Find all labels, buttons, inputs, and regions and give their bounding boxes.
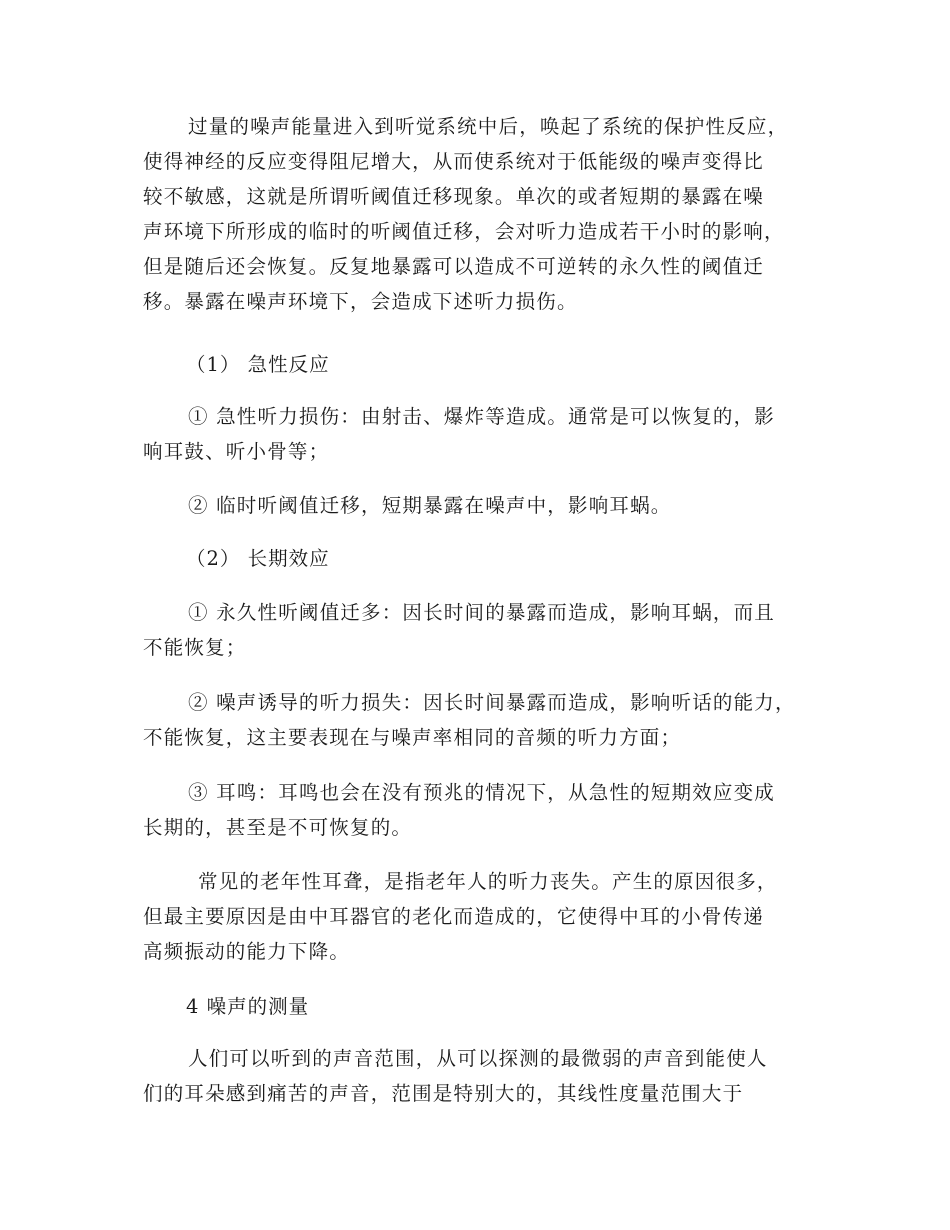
paragraph-line: 但是随后还会恢复。反复地暴露可以造成不可逆转的永久性的阈值迁 (143, 255, 765, 278)
paragraph-line: 较不敏感，这就是所谓听阈值迁移现象。单次的或者短期的暴露在噪 (143, 185, 765, 208)
paragraph-line: 但最主要原因是由中耳器官的老化而造成的，它使得中耳的小骨传递 (143, 905, 765, 928)
list-item-line: ① 急性听力损伤：由射击、爆炸等造成。通常是可以恢复的，影 (188, 405, 775, 428)
list-item-line: ② 噪声诱导的听力损失：因长时间暴露而造成，影响听话的能力， (188, 691, 796, 714)
list-item-line: 不能恢复； (143, 636, 247, 659)
section-heading-noise-measurement: 4 噪声的测量 (186, 995, 310, 1018)
list-item-line: ② 临时听阈值迁移，短期暴露在噪声中，影响耳蜗。 (188, 494, 672, 517)
list-item-line: 长期的，甚至是不可恢复的。 (143, 816, 413, 839)
list-item-line: 响耳鼓、听小骨等； (143, 440, 330, 463)
section-heading-acute: （1） 急性反应 (186, 353, 330, 376)
paragraph-line: 声环境下所形成的临时的听阈值迁移，会对听力造成若干小时的影响， (143, 220, 785, 243)
paragraph-line: 使得神经的反应变得阻尼增大，从而使系统对于低能级的噪声变得比 (143, 150, 765, 173)
paragraph-line: 们的耳朵感到痛苦的声音，范围是特别大的，其线性度量范围大于 (143, 1082, 744, 1105)
paragraph-line: 高频振动的能力下降。 (143, 940, 351, 963)
list-item-line: ① 永久性听阈值迁多：因长时间的暴露而造成，影响耳蜗，而且 (188, 601, 775, 624)
list-item-line: 不能恢复，这主要表现在与噪声率相同的音频的听力方面； (143, 726, 682, 749)
paragraph-line: 移。暴露在噪声环境下，会造成下述听力损伤。 (143, 290, 578, 313)
paragraph-line: 人们可以听到的声音范围，从可以探测的最微弱的声音到能使人 (188, 1047, 768, 1070)
list-item-line: ③ 耳鸣：耳鸣也会在没有预兆的情况下，从急性的短期效应变成 (188, 781, 775, 804)
paragraph-line: 过量的噪声能量进入到听觉系统中后，唤起了系统的保护性反应， (188, 115, 789, 138)
paragraph-line: 常见的老年性耳聋，是指老年人的听力丧失。产生的原因很多， (198, 870, 778, 893)
section-heading-long-term: （2） 长期效应 (186, 547, 330, 570)
